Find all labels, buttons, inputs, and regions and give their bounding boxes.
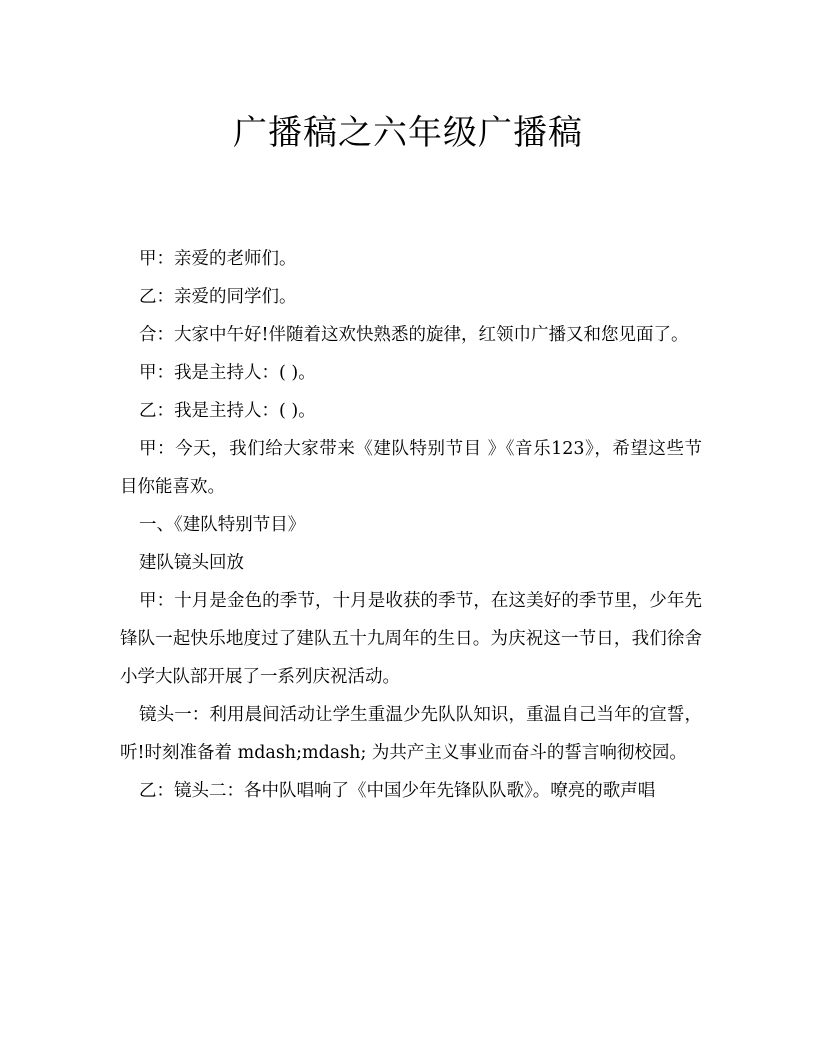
subsection-heading: 建队镜头回放 xyxy=(139,553,244,573)
paragraph: 甲：我是主持人：( )。 xyxy=(139,363,316,383)
paragraph: 乙：我是主持人：( )。 xyxy=(139,401,316,421)
paragraph: 甲：今天，我们给大家带来《建队特别节目 》《音乐123》，希望这些节目你能喜欢。 xyxy=(120,439,702,497)
paragraph: 合：大家中午好!伴随着这欢快熟悉的旋律，红领巾广播又和您见面了。 xyxy=(139,325,689,345)
document-title: 广播稿之六年级广播稿 xyxy=(233,113,583,153)
document-body xyxy=(120,240,702,810)
paragraph: 甲：十月是金色的季节，十月是收获的季节，在这美好的季节里，少年先锋队一起快乐地度过了建队五十九周年的生日。为庆祝这一节日，我们徐舍小学大队部开展了一系列庆祝活动。 xyxy=(120,591,702,687)
paragraph: 镜头一：利用晨间活动让学生重温少先队队知识，重温自己当年的宣誓，听!时刻准备着 mdash;mdash; 为共产主义事业而奋斗的誓言响彻校园。 xyxy=(120,705,702,763)
paragraph: 乙：亲爱的同学们。 xyxy=(139,287,297,307)
paragraph: 甲：亲爱的老师们。 xyxy=(139,249,297,269)
section-heading: 一、《建队特别节目》 xyxy=(139,515,306,535)
paragraph: 乙：镜头二：各中队唱响了《中国少年先锋队队歌》。嘹亮的歌声唱 xyxy=(139,781,656,801)
